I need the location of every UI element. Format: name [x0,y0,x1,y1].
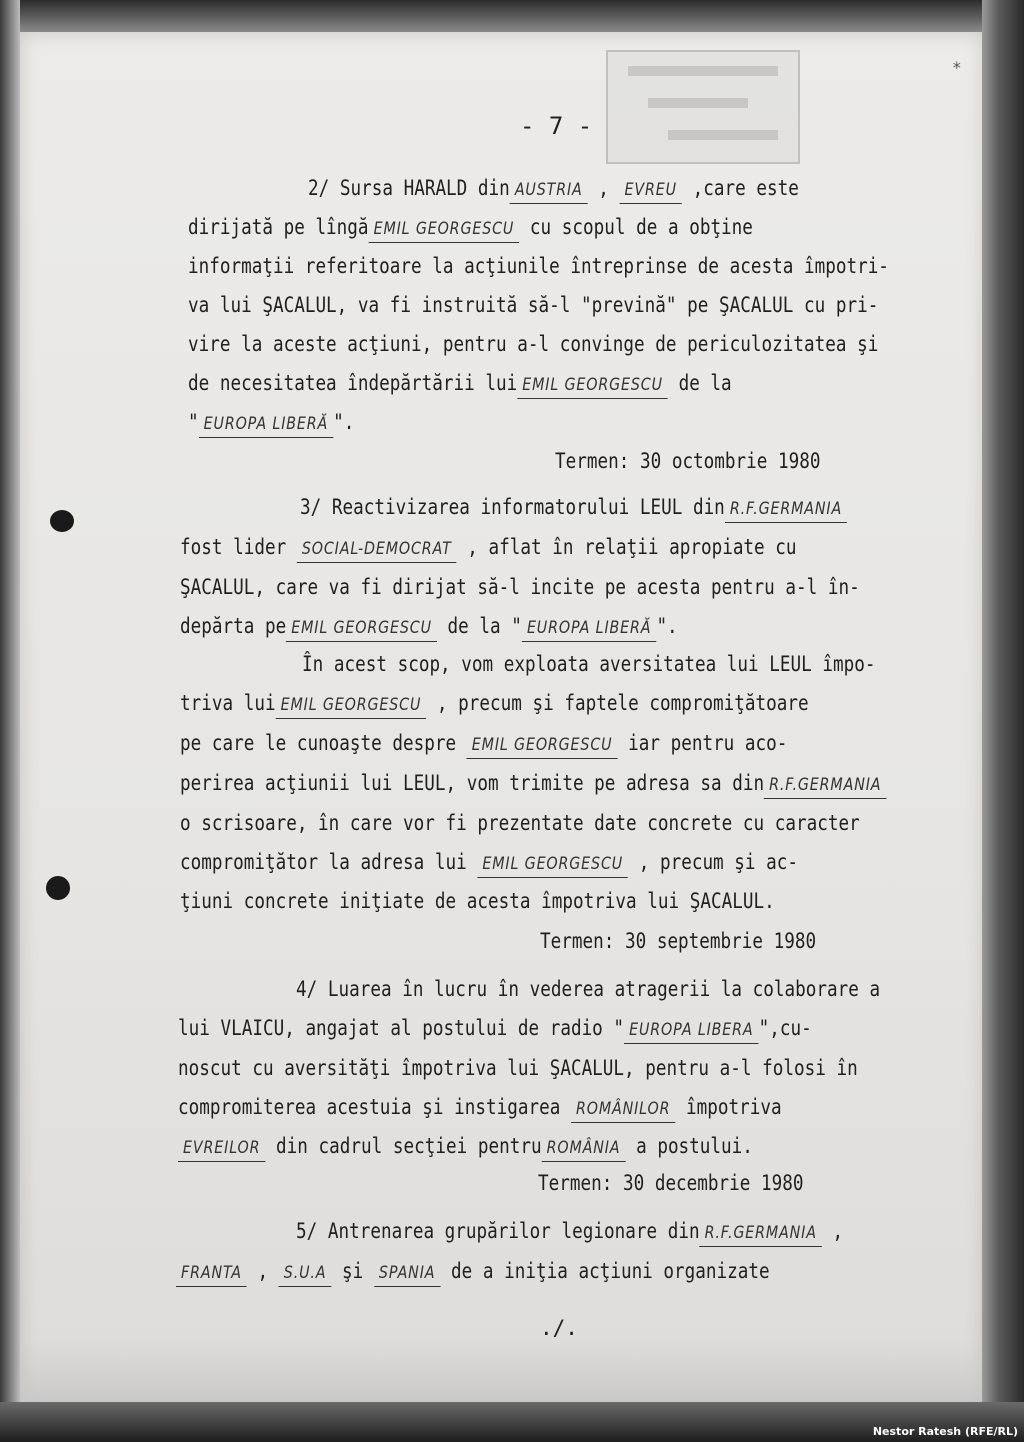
handwritten-fill: EVREILOR [178,1135,265,1162]
typed-text: 4/ Luarea în lucru în vederea atragerii la colaborare a [296,977,881,1001]
scan-edge-left [0,0,20,1442]
handwritten-fill: EMIL GEORGESCU [517,372,668,399]
s2-line-1 [308,175,799,204]
s3-line-2 [180,534,797,563]
s3-line-11 [180,888,775,914]
typed-text: ŞACALUL, care va fi dirijat să-l incite pe acesta pentru a-l în- [180,575,860,599]
typed-text: compromiterea acestuia şi instigarea [178,1095,571,1119]
typed-text: , [587,176,620,200]
s3-line-8 [180,770,886,799]
s3-line-6 [180,690,809,719]
handwritten-fill: EMIL GEORGESCU [276,692,427,719]
s5-line-1 [296,1218,843,1247]
handwritten-fill: EMIL GEORGESCU [286,615,437,642]
s4-deadline [538,1170,804,1196]
typed-text: împotriva [675,1095,782,1119]
handwritten-fill: R.F.GERMANIA [764,772,886,799]
handwritten-fill: EUROPA LIBERĂ [522,615,657,642]
typed-text: , [246,1259,279,1283]
typed-text: triva lui [180,691,276,715]
s5-line-2 [176,1258,770,1287]
typed-text: de la [667,371,732,395]
typed-text: din cadrul secţiei pentru [265,1134,542,1158]
s2-line-6 [188,370,732,399]
typed-text: şi [331,1259,374,1283]
typed-text: 5/ Antrenarea grupărilor legionare din [296,1219,700,1243]
s2-line-7 [188,409,354,438]
typed-text: ",cu- [758,1016,812,1040]
typed-text: lui VLAICU, angajat al postului de radio " [178,1016,625,1040]
typed-text: va lui ŞACALUL, va fi instruită să-l "prevină" pe ŞACALUL cu pri- [188,293,879,317]
scan-edge-top [0,0,1024,32]
s3-line-1 [300,494,847,523]
s2-line-2 [188,214,753,243]
typed-text: , [821,1219,844,1243]
handwritten-fill: ROMÂNIA [542,1135,626,1162]
typed-text: ". [333,410,355,434]
scan-edge-bottom [0,1402,1024,1442]
typed-text: , precum şi ac- [628,850,799,874]
s3-line-10 [180,849,798,878]
handwritten-fill: EMIL GEORGESCU [467,732,618,759]
typed-text: ,care este [681,176,799,200]
typed-text: , aflat în relaţii apropiate cu [456,535,797,559]
s4-line-4 [178,1094,782,1123]
typed-text: compromiţător la adresa lui [180,850,478,874]
s3-line-7 [180,730,787,759]
continuation-mark: ./. [540,1316,578,1340]
s3-line-4 [180,613,678,642]
punch-hole-upper [50,510,74,532]
typed-text: , precum şi faptele compromiţătoare [426,691,809,715]
photo-credit: Nestor Ratesh (RFE/RL) [872,1425,1018,1438]
typed-text: cu scopul de a obţine [519,215,753,239]
s3-deadline [540,928,816,954]
typed-text: depărta pe [180,614,287,638]
handwritten-fill: FRANTA [176,1260,247,1287]
s3-line-3 [180,574,860,600]
s3-line-9 [180,810,860,836]
s4-line-2 [178,1015,812,1044]
handwritten-fill: SPANIA [374,1260,441,1287]
typed-text: " [188,410,199,434]
s4-line-1 [296,976,880,1002]
faded-stamp [606,50,800,164]
handwritten-fill: EVREU [620,177,682,204]
typed-text: a postului. [625,1134,753,1158]
typed-text: În acest scop, vom exploata aversitatea lui LEUL împo- [302,652,876,676]
typed-text: ". [656,614,678,638]
typed-text: perirea acţiunii lui LEUL, vom trimite pe adresa sa din [180,771,765,795]
typed-text: 3/ Reactivizarea informatorului LEUL din [300,495,725,519]
typed-text: Termen: 30 octombrie 1980 [555,449,821,473]
handwritten-fill: R.F.GERMANIA [700,1220,822,1247]
s2-line-3 [188,253,889,279]
typed-text: vire la aceste acţiuni, pentru a-l convinge de periculozitatea şi [188,332,879,356]
handwritten-fill: S.U.A [279,1260,332,1287]
typed-text: dirijată pe lîngă [188,215,369,239]
asterisk-mark: * [952,58,962,77]
typed-text: Termen: 30 decembrie 1980 [538,1171,804,1195]
typed-text: de necesitatea îndepărtării lui [188,371,518,395]
handwritten-fill: AUSTRIA [510,177,588,204]
typed-text: informaţii referitoare la acţiunile întreprinse de acesta împotri- [188,254,889,278]
typed-text: pe care le cunoaşte despre [180,731,467,755]
typed-text: Termen: 30 septembrie 1980 [540,929,817,953]
typed-text: fost lider [180,535,297,559]
scan-edge-right [982,0,1024,1442]
typed-text: 2/ Sursa HARALD din [308,176,510,200]
handwritten-fill: EMIL GEORGESCU [477,851,628,878]
handwritten-fill: ROMÂNILOR [571,1096,675,1123]
handwritten-fill: EMIL GEORGESCU [369,216,520,243]
typed-text: iar pentru aco- [617,731,788,755]
handwritten-fill: EUROPA LIBERĂ [199,411,334,438]
s2-line-5 [188,331,878,357]
handwritten-fill: SOCIAL-DEMOCRAT [297,536,457,563]
typed-text: ţiuni concrete iniţiate de acesta împotriva lui ŞACALUL. [180,889,775,913]
s4-line-5 [178,1133,753,1162]
s2-line-4 [188,292,878,318]
typed-text: noscut cu aversităţi împotriva lui ŞACALUL, pentru a-l folosi în [178,1056,858,1080]
punch-hole-lower [46,876,70,900]
typed-text: o scrisoare, în care vor fi prezentate date concrete cu caracter [180,811,860,835]
page-number: - 7 - [520,112,593,140]
handwritten-fill: R.F.GERMANIA [725,496,847,523]
s2-deadline [555,448,821,474]
handwritten-fill: EUROPA LIBERA [624,1017,759,1044]
s4-line-3 [178,1055,858,1081]
typed-text: de a iniţia acţiuni organizate [440,1259,770,1283]
s3-line-5 [302,651,875,677]
typed-text: de la " [436,614,522,638]
